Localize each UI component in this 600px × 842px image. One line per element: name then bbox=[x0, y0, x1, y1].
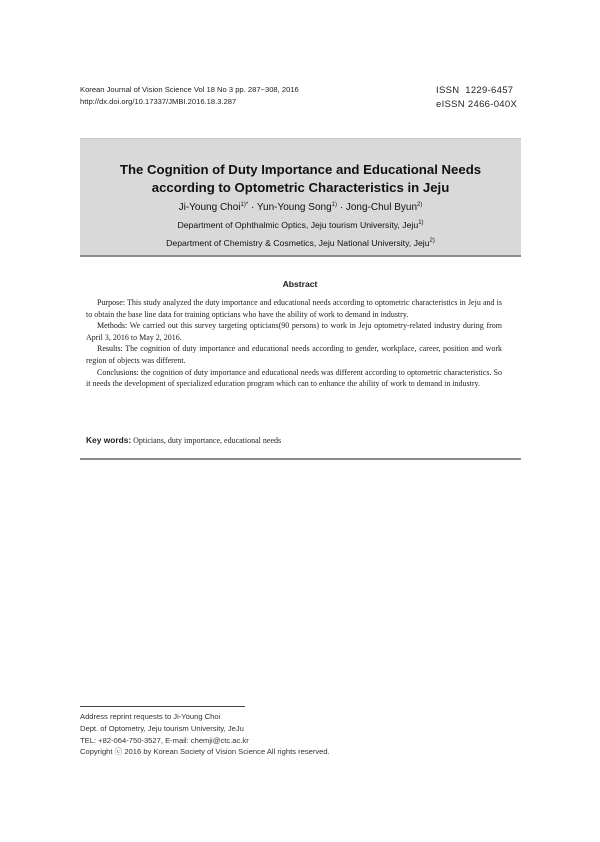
footnote-line-1: Address reprint requests to Ji-Young Choi bbox=[80, 712, 221, 721]
affiliation-1-mark: 1) bbox=[418, 220, 424, 226]
affiliation-2 bbox=[80, 236, 521, 249]
title-line-1: The Cognition of Duty Importance and Educational Needs bbox=[119, 162, 482, 177]
methods-text: We carried out this survey targeting opticians(90 persons) to work in Jeju optometry-related industry during from April 3, 2016 to May 2, 2016. bbox=[86, 321, 502, 342]
abstract-body bbox=[86, 297, 502, 390]
abstract-results bbox=[86, 343, 502, 366]
paper-title bbox=[80, 161, 521, 197]
author-1-affiliation-mark: 1)* bbox=[240, 202, 249, 208]
author-list bbox=[80, 199, 521, 214]
abstract-methods bbox=[86, 320, 502, 343]
keywords bbox=[86, 435, 281, 445]
author-separator: · bbox=[336, 202, 346, 213]
footnote-rule bbox=[80, 706, 245, 707]
issn-block bbox=[436, 84, 517, 112]
abstract-bottom-rule bbox=[80, 458, 521, 460]
abstract-conclusions bbox=[86, 367, 502, 390]
results-label: Results: bbox=[97, 344, 123, 354]
title-box bbox=[80, 138, 521, 255]
keywords-text: Opticians, duty importance, educational needs bbox=[131, 436, 282, 445]
keywords-label: Key words: bbox=[86, 435, 132, 445]
affiliation-2-mark: 2) bbox=[429, 238, 435, 244]
journal-citation bbox=[80, 84, 299, 108]
title-line-2: according to Optometric Characteristics in Jeju bbox=[151, 180, 450, 195]
author-2: Yun-Young Song bbox=[256, 202, 332, 213]
author-separator: · bbox=[248, 202, 257, 213]
affiliation-1 bbox=[80, 218, 521, 231]
conclusions-text: the cognition of duty importance and educational needs was different according to optometric characteristics. So it needs the development of specialized education program which can to enhance the ability of work to demand in industry. bbox=[86, 367, 502, 389]
footnote-line-4: Copyright ⓒ 2016 by Korean Society of Vision Science All rights reserved. bbox=[80, 747, 330, 757]
affiliation-1-text: Department of Ophthalmic Optics, Jeju tourism University, Jeju bbox=[177, 220, 419, 230]
abstract-purpose bbox=[86, 297, 502, 320]
abstract-heading: Abstract bbox=[282, 279, 318, 289]
correspondence-footnote bbox=[80, 711, 330, 758]
purpose-text: This study analyzed the duty importance and educational needs according to optometric characteristics in Jeju and is to obtain the base line data for training opticians who have the ability of work to demand in industry. bbox=[86, 298, 502, 319]
journal-line: Korean Journal of Vision Science Vol 18 No 3 pp. 287~308, 2016 bbox=[80, 85, 299, 94]
author-3: Jong-Chul Byun bbox=[345, 202, 418, 213]
author-3-affiliation-mark: 2) bbox=[417, 202, 423, 208]
results-text: The cognition of duty importance and educational needs according to gender, workplace, career, position and work region of objects was different. bbox=[86, 344, 502, 365]
eissn: eISSN 2466-040X bbox=[436, 99, 518, 110]
conclusions-label: Conclusions: bbox=[97, 367, 139, 377]
author-1: Ji-Young Choi bbox=[178, 202, 241, 213]
footnote-line-3: TEL: +82-064-750-3527, E-mail: chemji@ctc.ac.kr bbox=[80, 735, 249, 745]
footnote-line-2: Dept. of Optometry, Jeju tourism University, JeJu bbox=[80, 723, 244, 733]
purpose-label: Purpose: bbox=[97, 298, 125, 307]
methods-label: Methods: bbox=[97, 321, 128, 331]
doi-line: http://dx.doi.org/10.17337/JMBI.2016.18.3.287 bbox=[80, 97, 237, 106]
issn: ISSN 1229-6457 bbox=[436, 85, 514, 96]
affiliation-2-text: Department of Chemistry & Cosmetics, Jeju National University, Jeju bbox=[166, 238, 430, 248]
author-2-affiliation-mark: 1) bbox=[331, 202, 337, 208]
